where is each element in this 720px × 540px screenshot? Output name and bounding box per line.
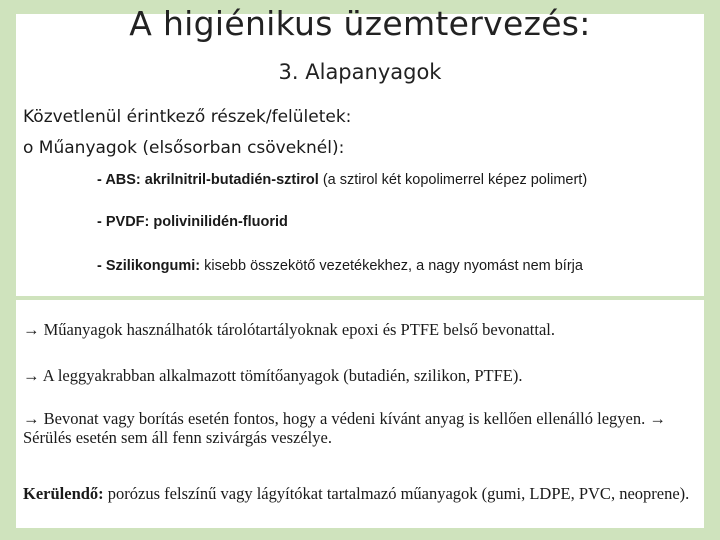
list-item-text: kisebb összekötő vezetékekhez, a nagy nyomást nem bírja [200, 258, 583, 274]
list-item-label: - ABS: akrilnitril-butadién-sztirol [97, 172, 319, 188]
avoid-label: Kerülendő: [23, 484, 104, 503]
note-coating: → Bevonat vagy borítás esetén fontos, hogy a védeni kívánt anyag is kellően ellenálló legyen. → Sérülés esetén sem áll fenn szivárgás veszélye. [23, 409, 666, 447]
page-title: A higiénikus üzemtervezés: [129, 4, 591, 43]
list-item-abs [97, 172, 587, 188]
list-item-text: (a sztirol két kopolimerrel képez polimert) [318, 172, 588, 188]
list-item-label: - PVDF: polivinilidén-fluorid [97, 214, 288, 230]
avoid-paragraph [23, 484, 695, 503]
page-subtitle: 3. Alapanyagok [278, 60, 442, 84]
section-divider [16, 296, 704, 300]
list-item-label: - Szilikongumi: [97, 258, 201, 274]
note-seals: → A leggyakrabban alkalmazott tömítőanyagok (butadién, szilikon, PTFE). [23, 366, 523, 385]
note-plastics: → Műanyagok használhatók tárolótartályoknak epoxi és PTFE belső bevonattal. [23, 320, 555, 339]
bullet-text: o Műanyagok (elsősorban csöveknél): [23, 138, 345, 158]
intro-text: Közvetlenül érintkező részek/felületek: [23, 107, 352, 127]
avoid-text: porózus felszínű vagy lágyítókat tartalmazó műanyagok (gumi, LDPE, PVC, neoprene). [103, 484, 690, 503]
list-item-pvdf [97, 214, 288, 230]
list-item-silicone [97, 258, 583, 274]
